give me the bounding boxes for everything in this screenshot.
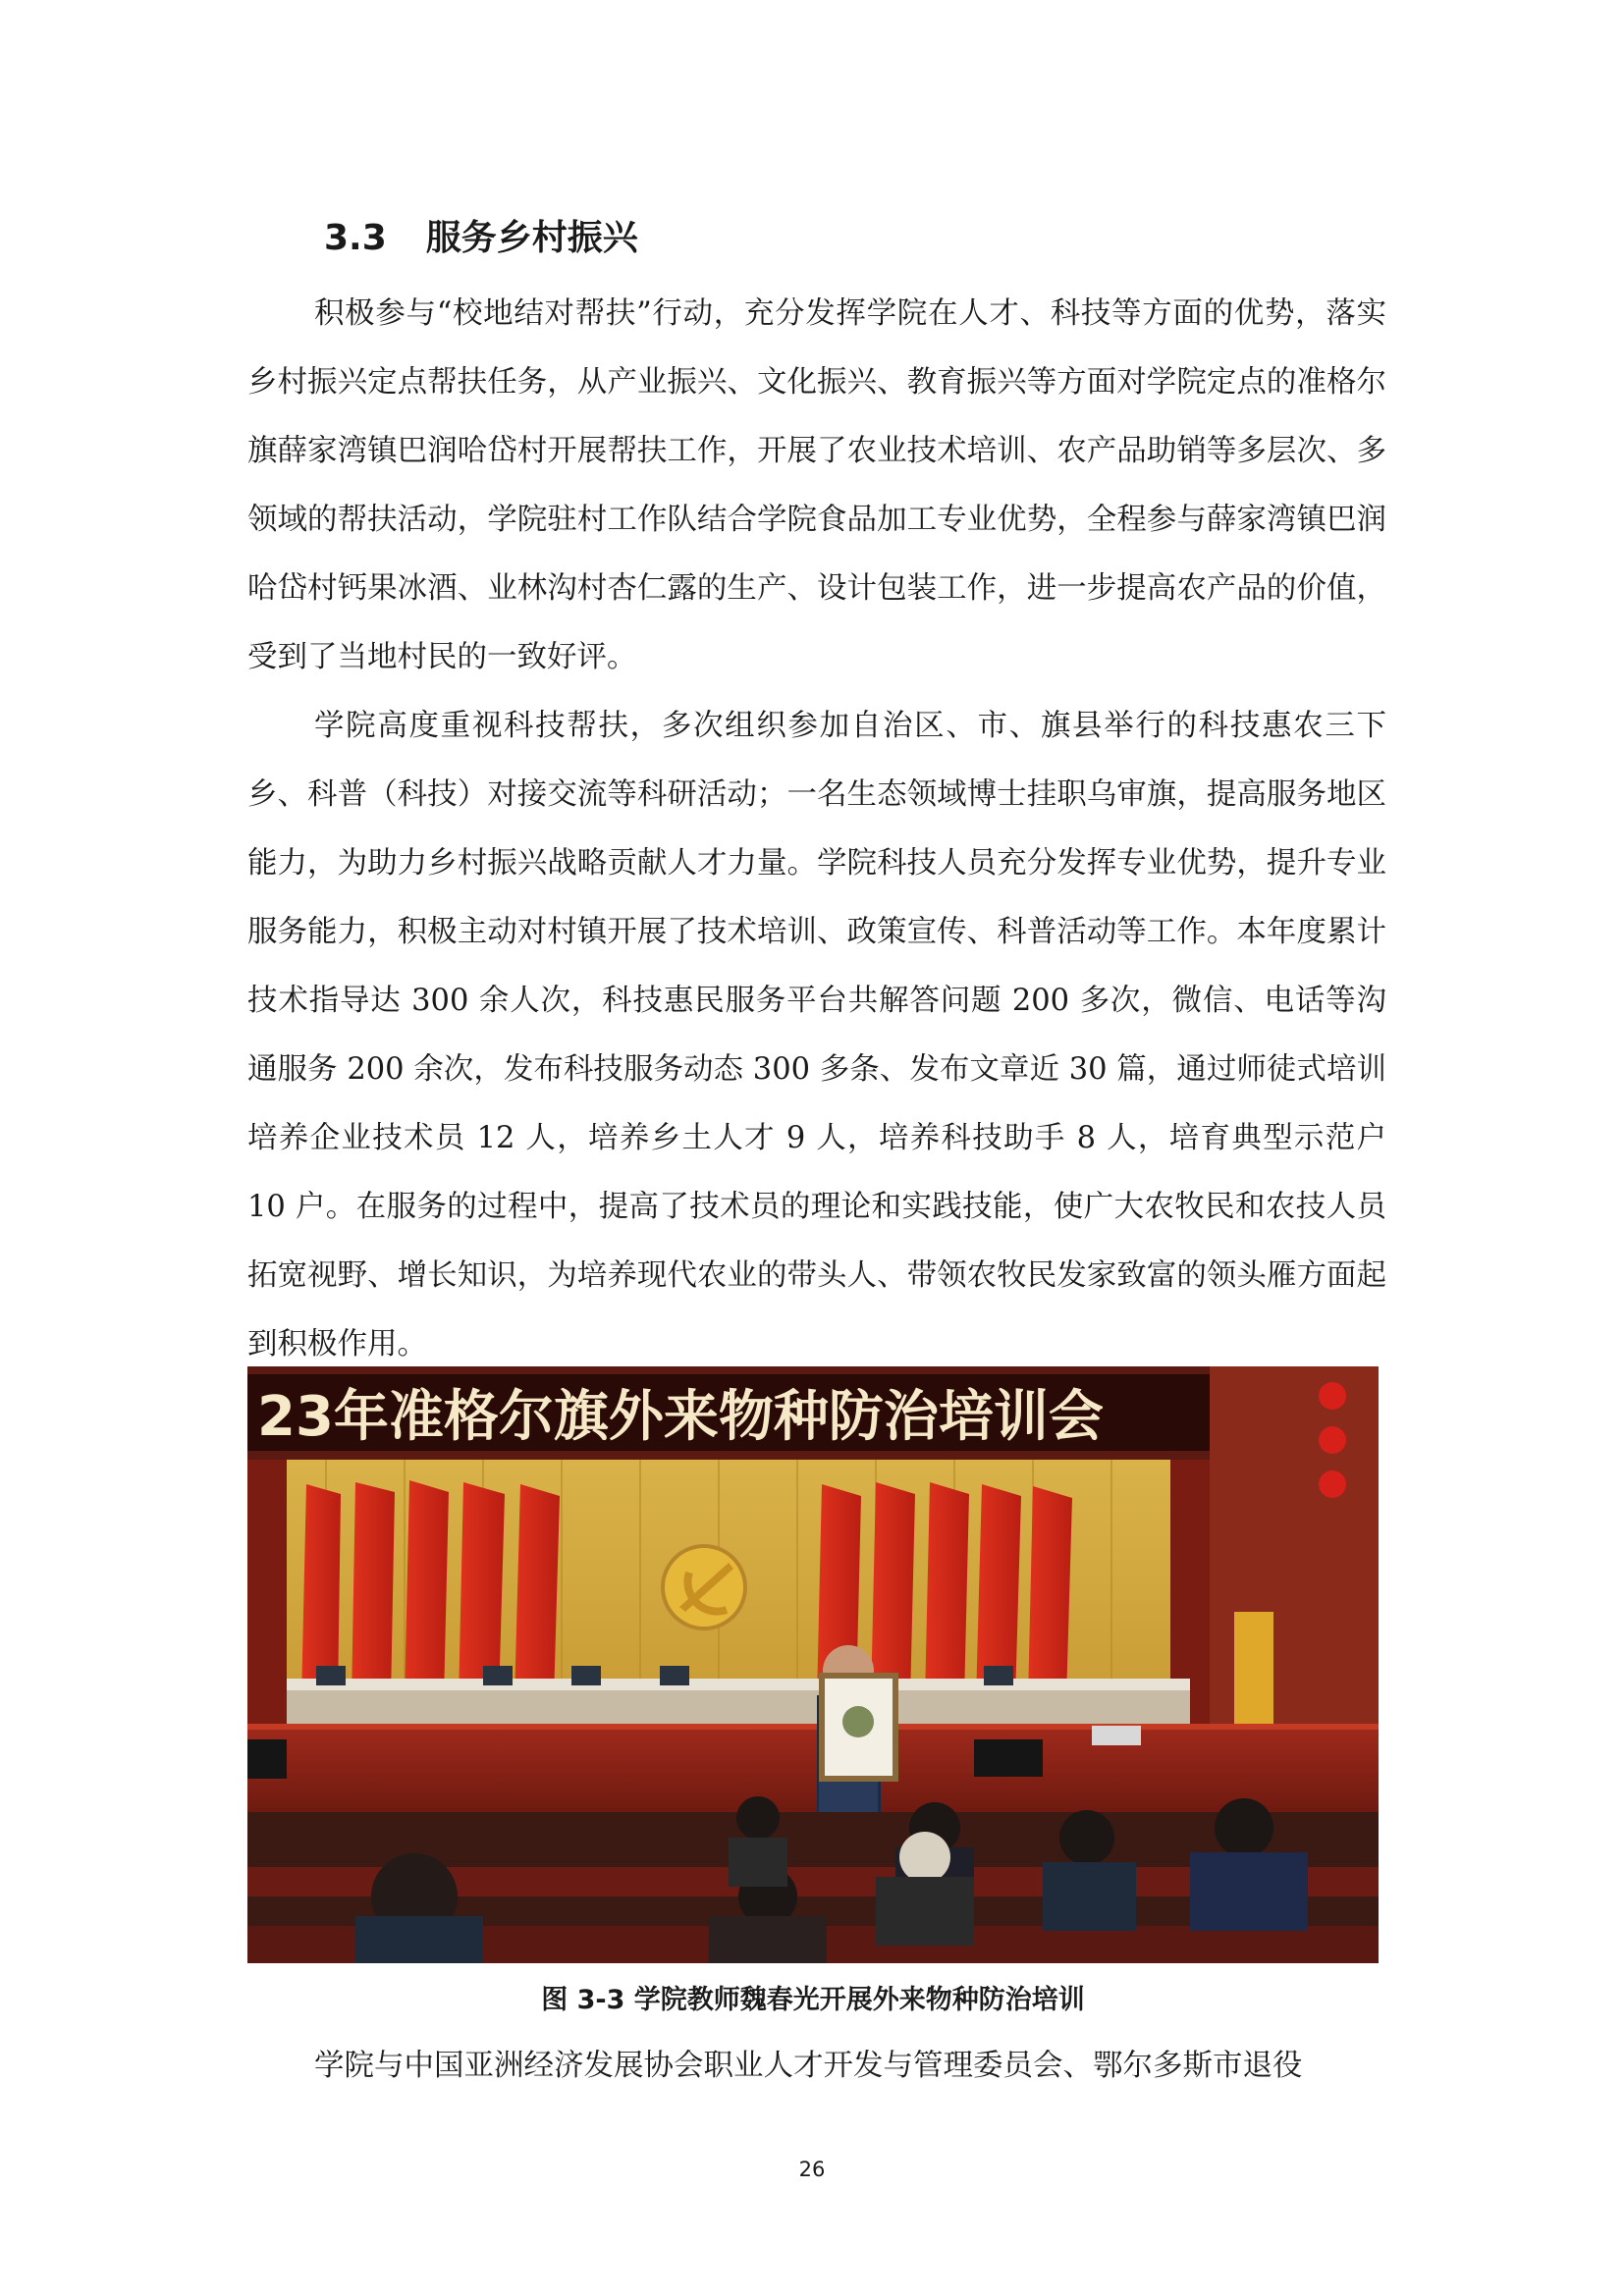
figure-caption: 图 3-3 学院教师魏春光开展外来物种防治培训 <box>541 1985 1085 2015</box>
section-number: 3.3 <box>324 218 387 258</box>
section-title: 服务乡村振兴 <box>425 218 638 258</box>
paragraph-partnership: 学院与中国亚洲经济发展协会职业人才开发与管理委员会、鄂尔多斯市退役 <box>314 2049 1303 2083</box>
paragraph-rural-revitalization: 积极参与“校地结对帮扶”行动，充分发挥学院在人才、科技等方面的优势，落实乡村振兴定点帮扶任务，从产业振兴、文化振兴、教育振兴等方面对学院定点的准格尔旗薛家湾镇巴润哈岱村开展帮扶工作，开展了农业技术培训、农产品助销等多层次、多领域的帮扶活动，学院驻村工作队结合学院食品加工专业优势，全程参与薛家湾镇巴润哈岱村钙果冰酒、业林沟村杏仁露的生产、设计包装工作，进一步提高农产品的价值，受到了当地村民的一致好评。 <box>247 296 1386 674</box>
paragraph-tech-assistance: 学院高度重视科技帮扶，多次组织参加自治区、市、旗县举行的科技惠农三下乡、科普（科技）对接交流等科研活动；一名生态领域博士挂职乌审旗，提高服务地区能力，为助力乡村振兴战略贡献人才力量。学院科技人员充分发挥专业优势，提升专业服务能力，积极主动对村镇开展了技术培训、政策宣传、科普活动等工作。本年度累计技术指导达 300 余人次，科技惠民服务平台共解答问题 200 多次，微信、电话等沟通服务 200 余次，发布科技服务动态 300 多条、发布文章近 30 篇，通过师徒式培训培养企业技术员 12 人，培养乡土人才 9 人，培养科技助手 8 人，培育典型示范户 10 户。在服务的过程中，提高了技术员的理论和实践技能，使广大农牧民和农技人员拓宽视野、增长知识，为培养现代农业的带头人、带领农牧民发家致富的领头雁方面起到积极作用。 <box>247 709 1386 1362</box>
page-number: 26 <box>798 2158 826 2181</box>
banner-text: 23年准格尔旗外来物种防治培训会 <box>257 1385 1104 1449</box>
training-photo <box>247 1366 1379 1963</box>
section-heading <box>324 214 638 263</box>
